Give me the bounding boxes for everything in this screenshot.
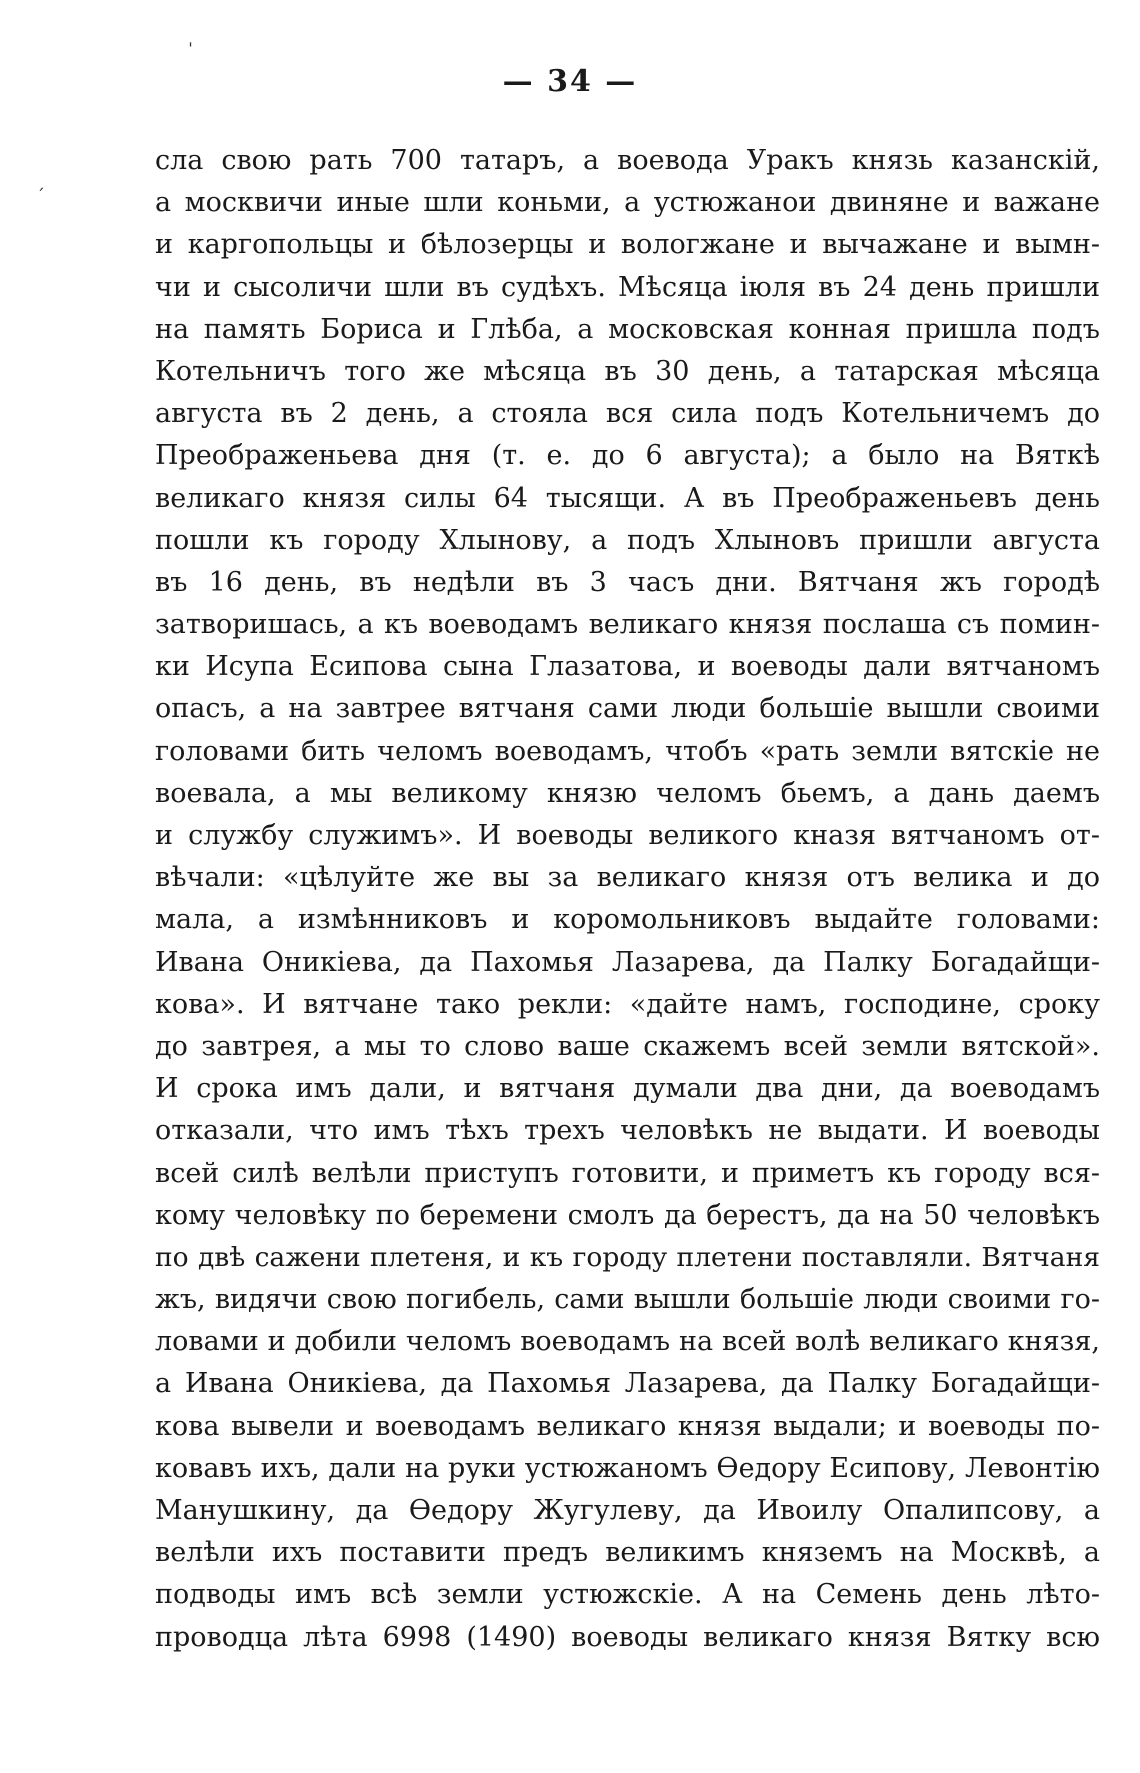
text-line: жъ, видячи свою погибель, сами вышли большіе люди своими го-: [155, 1284, 1100, 1316]
text-line: велѣли ихъ поставити предъ великимъ княземъ на Москвѣ, а: [155, 1537, 1100, 1569]
text-line: по двѣ сажени плетеня, и къ городу плетени поставляли. Вятчаня: [155, 1241, 1100, 1273]
scan-speck: ˊ: [36, 186, 45, 207]
text-line: ковавъ ихъ, дали на руки устюжаномъ Ѳедору Есипову, Левонтію: [155, 1452, 1100, 1484]
text-line: чи и сысоличи шли въ судѣхъ. Мѣсяца іюля въ 24 день пришли: [155, 271, 1100, 303]
text-line: Ивана Оникіева, да Пахомья Лазарева, да Палку Богадайщи-: [155, 946, 1100, 978]
text-line: до завтрея, а мы то слово ваше скажемъ всей земли вятской».: [155, 1030, 1100, 1062]
text-line: всей силѣ велѣли приступъ готовити, и приметъ къ городу вся-: [155, 1157, 1100, 1189]
text-line: опасъ, а на завтрее вятчаня сами люди большіе вышли своими: [155, 693, 1100, 725]
text-line: ловами и добили челомъ воеводамъ на всей волѣ великаго князя,: [155, 1326, 1100, 1358]
text-line: И срока имъ дали, и вятчаня думали два дни, да воеводамъ: [155, 1073, 1100, 1105]
text-line: а Ивана Оникіева, да Пахомья Лазарева, да Палку Богадайщи-: [155, 1368, 1100, 1400]
body-text: [155, 140, 1100, 1659]
text-line: сла свою рать 700 татаръ, а воевода Уракъ князь казанскій,: [155, 145, 1100, 176]
text-line: великаго князя силы 64 тысящи. А въ Преображеньевъ день: [155, 482, 1100, 514]
text-line: кова вывели и воеводамъ великаго князя выдали; и воеводы по-: [155, 1410, 1100, 1442]
text-line: и каргопольцы и бѣлозерцы и вологжане и вычажане и вымн-: [155, 229, 1100, 261]
text-line: затворишась, а къ воеводамъ великаго князя послаша съ помин-: [155, 609, 1100, 641]
text-line: а москвичи иные шли коньми, а устюжанои двиняне и важане: [155, 187, 1100, 219]
text-line: Преображеньева дня (т. е. до 6 августа); а было на Вяткѣ: [155, 440, 1100, 472]
text-line: проводца лѣта 6998 (1490) воеводы великаго князя Вятку всю: [155, 1621, 1100, 1653]
scan-speck: ˈ: [188, 40, 193, 61]
text-line: пошли къ городу Хлынову, а подъ Хлыновъ пришли августа: [155, 524, 1100, 556]
text-line: на память Бориса и Глѣба, а московская конная пришла подъ: [155, 313, 1100, 345]
text-line: отказали, что имъ тѣхъ трехъ человѣкъ не выдати. И воеводы: [155, 1115, 1100, 1147]
page-number: — 34 —: [502, 64, 638, 99]
text-line: кова». И вятчане тако рекли: «дайте намъ, господине, сроку: [155, 988, 1100, 1020]
text-line: въ 16 день, въ недѣли въ 3 часъ дни. Вятчаня жъ городѣ: [155, 566, 1100, 598]
text-line: подводы имъ всѣ земли устюжскіе. А на Семень день лѣто-: [155, 1579, 1100, 1611]
text-line: Манушкину, да Ѳедору Жугулеву, да Ивоилу Опалипсову, а: [155, 1495, 1100, 1526]
text-line: кому человѣку по беремени смолъ да берестъ, да на 50 человѣкъ: [155, 1199, 1100, 1231]
text-line: мала, а измѣнниковъ и коромольниковъ выдайте головами:: [155, 904, 1100, 936]
text-line: воевала, а мы великому князю челомъ бьемъ, а дань даемъ: [155, 777, 1100, 809]
text-line: августа въ 2 день, а стояла вся сила подъ Котельничемъ до: [155, 398, 1100, 430]
text-line: вѣчали: «цѣлуйте же вы за великаго князя отъ велика и до: [155, 862, 1100, 894]
text-line: ки Исупа Есипова сына Глазатова, и воеводы дали вятчаномъ: [155, 651, 1100, 683]
text-line: головами бить челомъ воеводамъ, чтобъ «рать земли вятскіе не: [155, 735, 1100, 767]
text-line: Котельничъ того же мѣсяца въ 30 день, а татарская мѣсяца: [155, 355, 1100, 387]
text-line: и службу служимъ». И воеводы великого кназя вятчаномъ от-: [155, 820, 1100, 851]
